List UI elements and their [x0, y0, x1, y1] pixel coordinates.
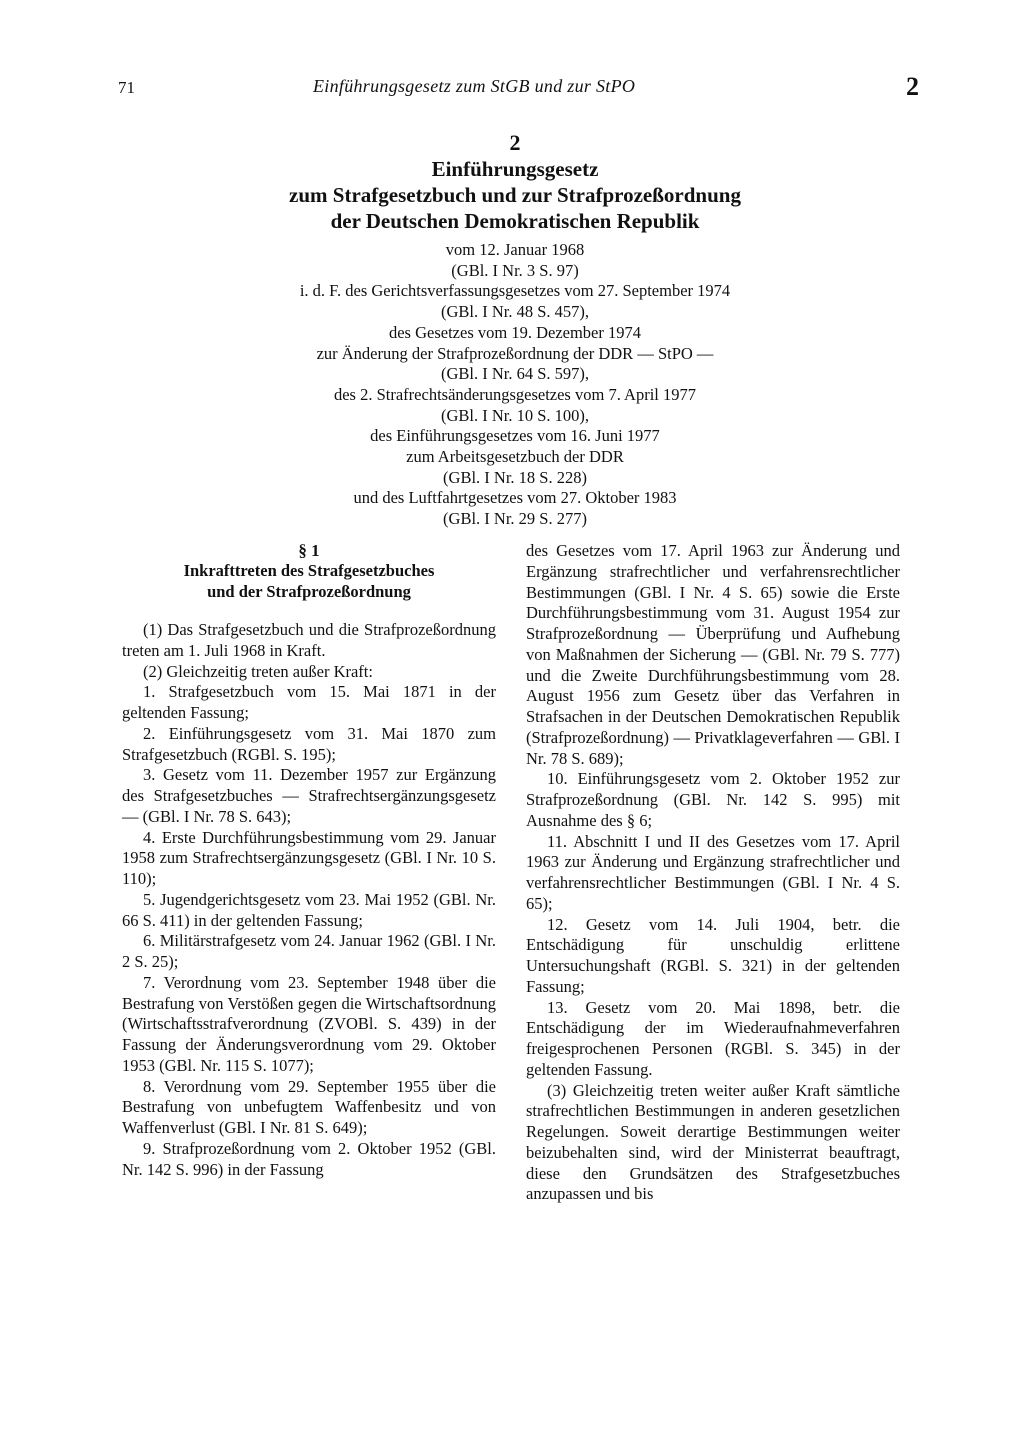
list-item: 12. Gesetz vom 14. Juli 1904, betr. die Entschädigung für unschuldig erlittene Untersuchungshaft (RGBl. S. 321) in der geltenden Fassung; [526, 914, 900, 996]
source-line: und des Luftfahrtgesetzes vom 27. Oktober 1983 [353, 488, 677, 508]
source-line: (GBl. I Nr. 29 S. 277) [443, 509, 587, 529]
list-item: 11. Abschnitt I und II des Gesetzes vom 17. April 1963 zur Änderung und Ergänzung strafrechtlicher und verfahrensrechtlicher Bestimmungen (GBl. I Nr. 4 S. 65); [526, 831, 900, 913]
source-line: des 2. Strafrechtsänderungsgesetzes vom 7. April 1977 [333, 384, 696, 404]
right-column [526, 541, 900, 1205]
list-item: 10. Einführungsgesetz vom 2. Oktober 1952 zur Strafprozeßordnung (GBl. Nr. 142 S. 995) mit Ausnahme des § 6; [526, 769, 900, 830]
running-header [118, 72, 919, 106]
source-line: des Einführungsgesetzes vom 16. Juni 1977 [370, 426, 660, 446]
list-item: 2. Einführungsgesetz vom 31. Mai 1870 zum Strafgesetzbuch (RGBl. S. 195); [122, 723, 496, 764]
source-line: des Gesetzes vom 19. Dezember 1974 [388, 322, 641, 342]
paragraph: (2) Gleichzeitig treten außer Kraft: [143, 661, 373, 681]
section-heading [122, 540, 496, 602]
source-line: zur Änderung der Strafprozeßordnung der DDR — StPO — [316, 343, 714, 363]
source-line: (GBl. I Nr. 10 S. 100), [440, 405, 590, 425]
list-item: 9. Strafprozeßordnung vom 2. Oktober 1952 (GBl. Nr. 142 S. 996) in der Fassung [122, 1138, 496, 1179]
paragraph: (3) Gleichzeitig treten weiter außer Kraft sämtliche strafrechtlichen Bestimmungen in anderen gesetzlichen Regelungen. Soweit derartige Bestimmungen weiter beizubehalten sind, wird der Ministerrat beauftragt, diese den Grundsätzen des Strafgesetzbuches anzupassen und bis [526, 1080, 900, 1204]
document-number: 2 [509, 130, 521, 155]
source-citations [230, 240, 800, 530]
source-line: (GBl. I Nr. 48 S. 457), [440, 302, 590, 322]
list-item: 4. Erste Durchführungsbestimmung vom 29. Januar 1958 zum Strafrechtsergänzungsgesetz (GBl. I Nr. 10 S. 110); [122, 827, 496, 888]
source-line: zum Arbeitsgesetzbuch der DDR [406, 447, 624, 467]
paragraph-continuation: des Gesetzes vom 17. April 1963 zur Änderung und Ergänzung strafrechtlicher und verfahrensrechtlicher Bestimmungen (GBl. I Nr. 4 S. 65) sowie die Erste Durchführungsbestimmung vom 31. August 1954 zur Strafprozeßordnung — Überprüfung und Aufhebung von Maßnahmen der Sicherung — (GBl. Nr. 79 S. 777) und die Zweite Durchführungsbestimmung vom 28. August 1956 zum Gesetz über das Verfahren in Strafsachen in der Deutschen Demokratischen Republik (Strafprozeßordnung) — Privatklageverfahren — GBl. I Nr. 78 S. 689); [526, 541, 900, 768]
list-item: 8. Verordnung vom 29. September 1955 über die Bestrafung von unbefugtem Waffenbesitz und von Waffenverlust (GBl. I Nr. 81 S. 649); [122, 1076, 496, 1137]
list-item: 3. Gesetz vom 11. Dezember 1957 zur Ergänzung des Strafgesetzbuches — Strafrechtsergänzungsgesetz — (GBl. I Nr. 78 S. 643); [122, 765, 496, 826]
list-item: 1. Strafgesetzbuch vom 15. Mai 1871 in der geltenden Fassung; [122, 682, 496, 722]
document-title-line: Einführungsgesetz [431, 157, 599, 181]
title-block [230, 130, 800, 530]
section-title-line: Inkrafttreten des Strafgesetzbuches [183, 561, 435, 580]
page-number: 71 [118, 78, 135, 97]
source-line: (GBl. I Nr. 18 S. 228) [443, 467, 587, 487]
source-line: i. d. F. des Gerichtsverfassungsgesetzes vom 27. September 1974 [299, 281, 731, 301]
list-item: 6. Militärstrafgesetz vom 24. Januar 1962 (GBl. I Nr. 2 S. 25); [122, 931, 496, 971]
section-number: § 1 [298, 541, 320, 560]
source-line: (GBl. I Nr. 3 S. 97) [451, 260, 579, 280]
paragraph: (1) Das Strafgesetzbuch und die Strafprozeßordnung treten am 1. Juli 1968 in Kraft. [122, 620, 496, 660]
list-item: 7. Verordnung vom 23. September 1948 über die Bestrafung von Verstößen gegen die Wirtschaftsordnung (Wirtschaftsstrafverordnung (ZVOBl. S. 439) in der Fassung der Änderungsverordnung vom 29. Oktober 1953 (GBl. Nr. 115 S. 1077); [122, 972, 496, 1075]
section-title-line: und der Strafprozeßordnung [207, 581, 411, 601]
section-marker: 2 [906, 72, 919, 101]
document-title-line: zum Strafgesetzbuch und zur Strafprozeßordnung [289, 183, 741, 207]
list-item: 13. Gesetz vom 20. Mai 1898, betr. die Entschädigung der im Wiederaufnahmeverfahren freigesprochenen Personen (RGBl. S. 345) in der geltenden Fassung. [526, 997, 900, 1079]
source-line: (GBl. I Nr. 64 S. 597), [440, 364, 590, 384]
document-title-line: der Deutschen Demokratischen Republik [330, 209, 700, 233]
source-line: vom 12. Januar 1968 [445, 240, 585, 259]
list-item: 5. Jugendgerichtsgesetz vom 23. Mai 1952 (GBl. Nr. 66 S. 411) in der geltenden Fassung; [122, 889, 496, 930]
left-column [122, 540, 496, 1180]
running-title: Einführungsgesetz zum StGB und zur StPO [313, 76, 636, 96]
